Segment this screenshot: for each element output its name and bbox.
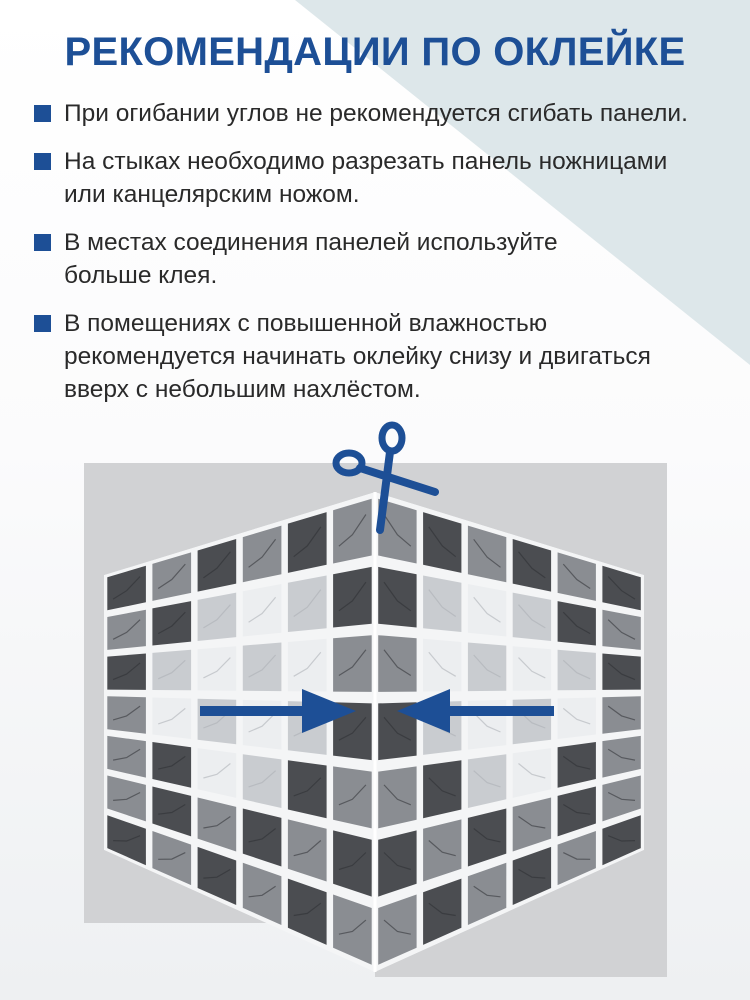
- left-tile: [333, 766, 372, 828]
- right-tile: [468, 643, 506, 692]
- right-tile: [378, 635, 416, 692]
- left-tile: [107, 696, 146, 734]
- page-title: РЕКОМЕНДАЦИИ ПО ОКЛЕЙКЕ: [64, 30, 686, 74]
- left-tile: [198, 748, 237, 798]
- left-tile: [152, 698, 191, 740]
- left-tile: [333, 567, 372, 628]
- right-tile: [513, 593, 551, 641]
- right-tile: [423, 576, 461, 633]
- tip-text-line: На стыках необходимо разрезать панель ножницами: [64, 148, 668, 175]
- right-tile: [558, 601, 596, 645]
- tip-text-line: рекомендуется начинать оклейку снизу и двигаться: [64, 343, 651, 370]
- right-tile: [558, 698, 596, 740]
- right-tile: [423, 760, 461, 818]
- left-tile: [333, 635, 372, 692]
- tip-text-line: или канцелярским ножом.: [64, 181, 360, 208]
- left-tile: [152, 601, 191, 645]
- left-tile: [288, 639, 327, 692]
- left-tile: [198, 646, 237, 691]
- left-tile: [243, 643, 282, 692]
- left-tile: [198, 699, 237, 745]
- right-tile: [558, 650, 596, 691]
- left-tile: [243, 754, 282, 808]
- tip-text-line: В помещениях с повышенной влажностью: [64, 310, 548, 337]
- right-tile: [513, 748, 551, 798]
- tip-text-line: больше клея.: [64, 262, 218, 289]
- left-tile: [243, 584, 282, 637]
- tip-text-line: При огибании углов не рекомендуется сгибать панели.: [64, 100, 688, 127]
- right-tile: [513, 646, 551, 691]
- right-tile: [513, 699, 551, 745]
- right-tile: [423, 639, 461, 692]
- right-tile: [468, 584, 506, 637]
- tip-text-line: В местах соединения панелей используйте: [64, 229, 558, 256]
- tip-text-line: вверх с небольшим нахлёстом.: [64, 376, 421, 403]
- left-tile: [288, 760, 327, 818]
- left-tile: [198, 593, 237, 641]
- left-tile: [107, 654, 146, 690]
- right-tile: [602, 696, 640, 734]
- right-tile: [378, 567, 416, 628]
- left-tile: [152, 650, 191, 691]
- right-tile: [378, 766, 416, 828]
- right-tile: [468, 754, 506, 808]
- right-tile: [602, 654, 640, 690]
- left-tile: [288, 576, 327, 633]
